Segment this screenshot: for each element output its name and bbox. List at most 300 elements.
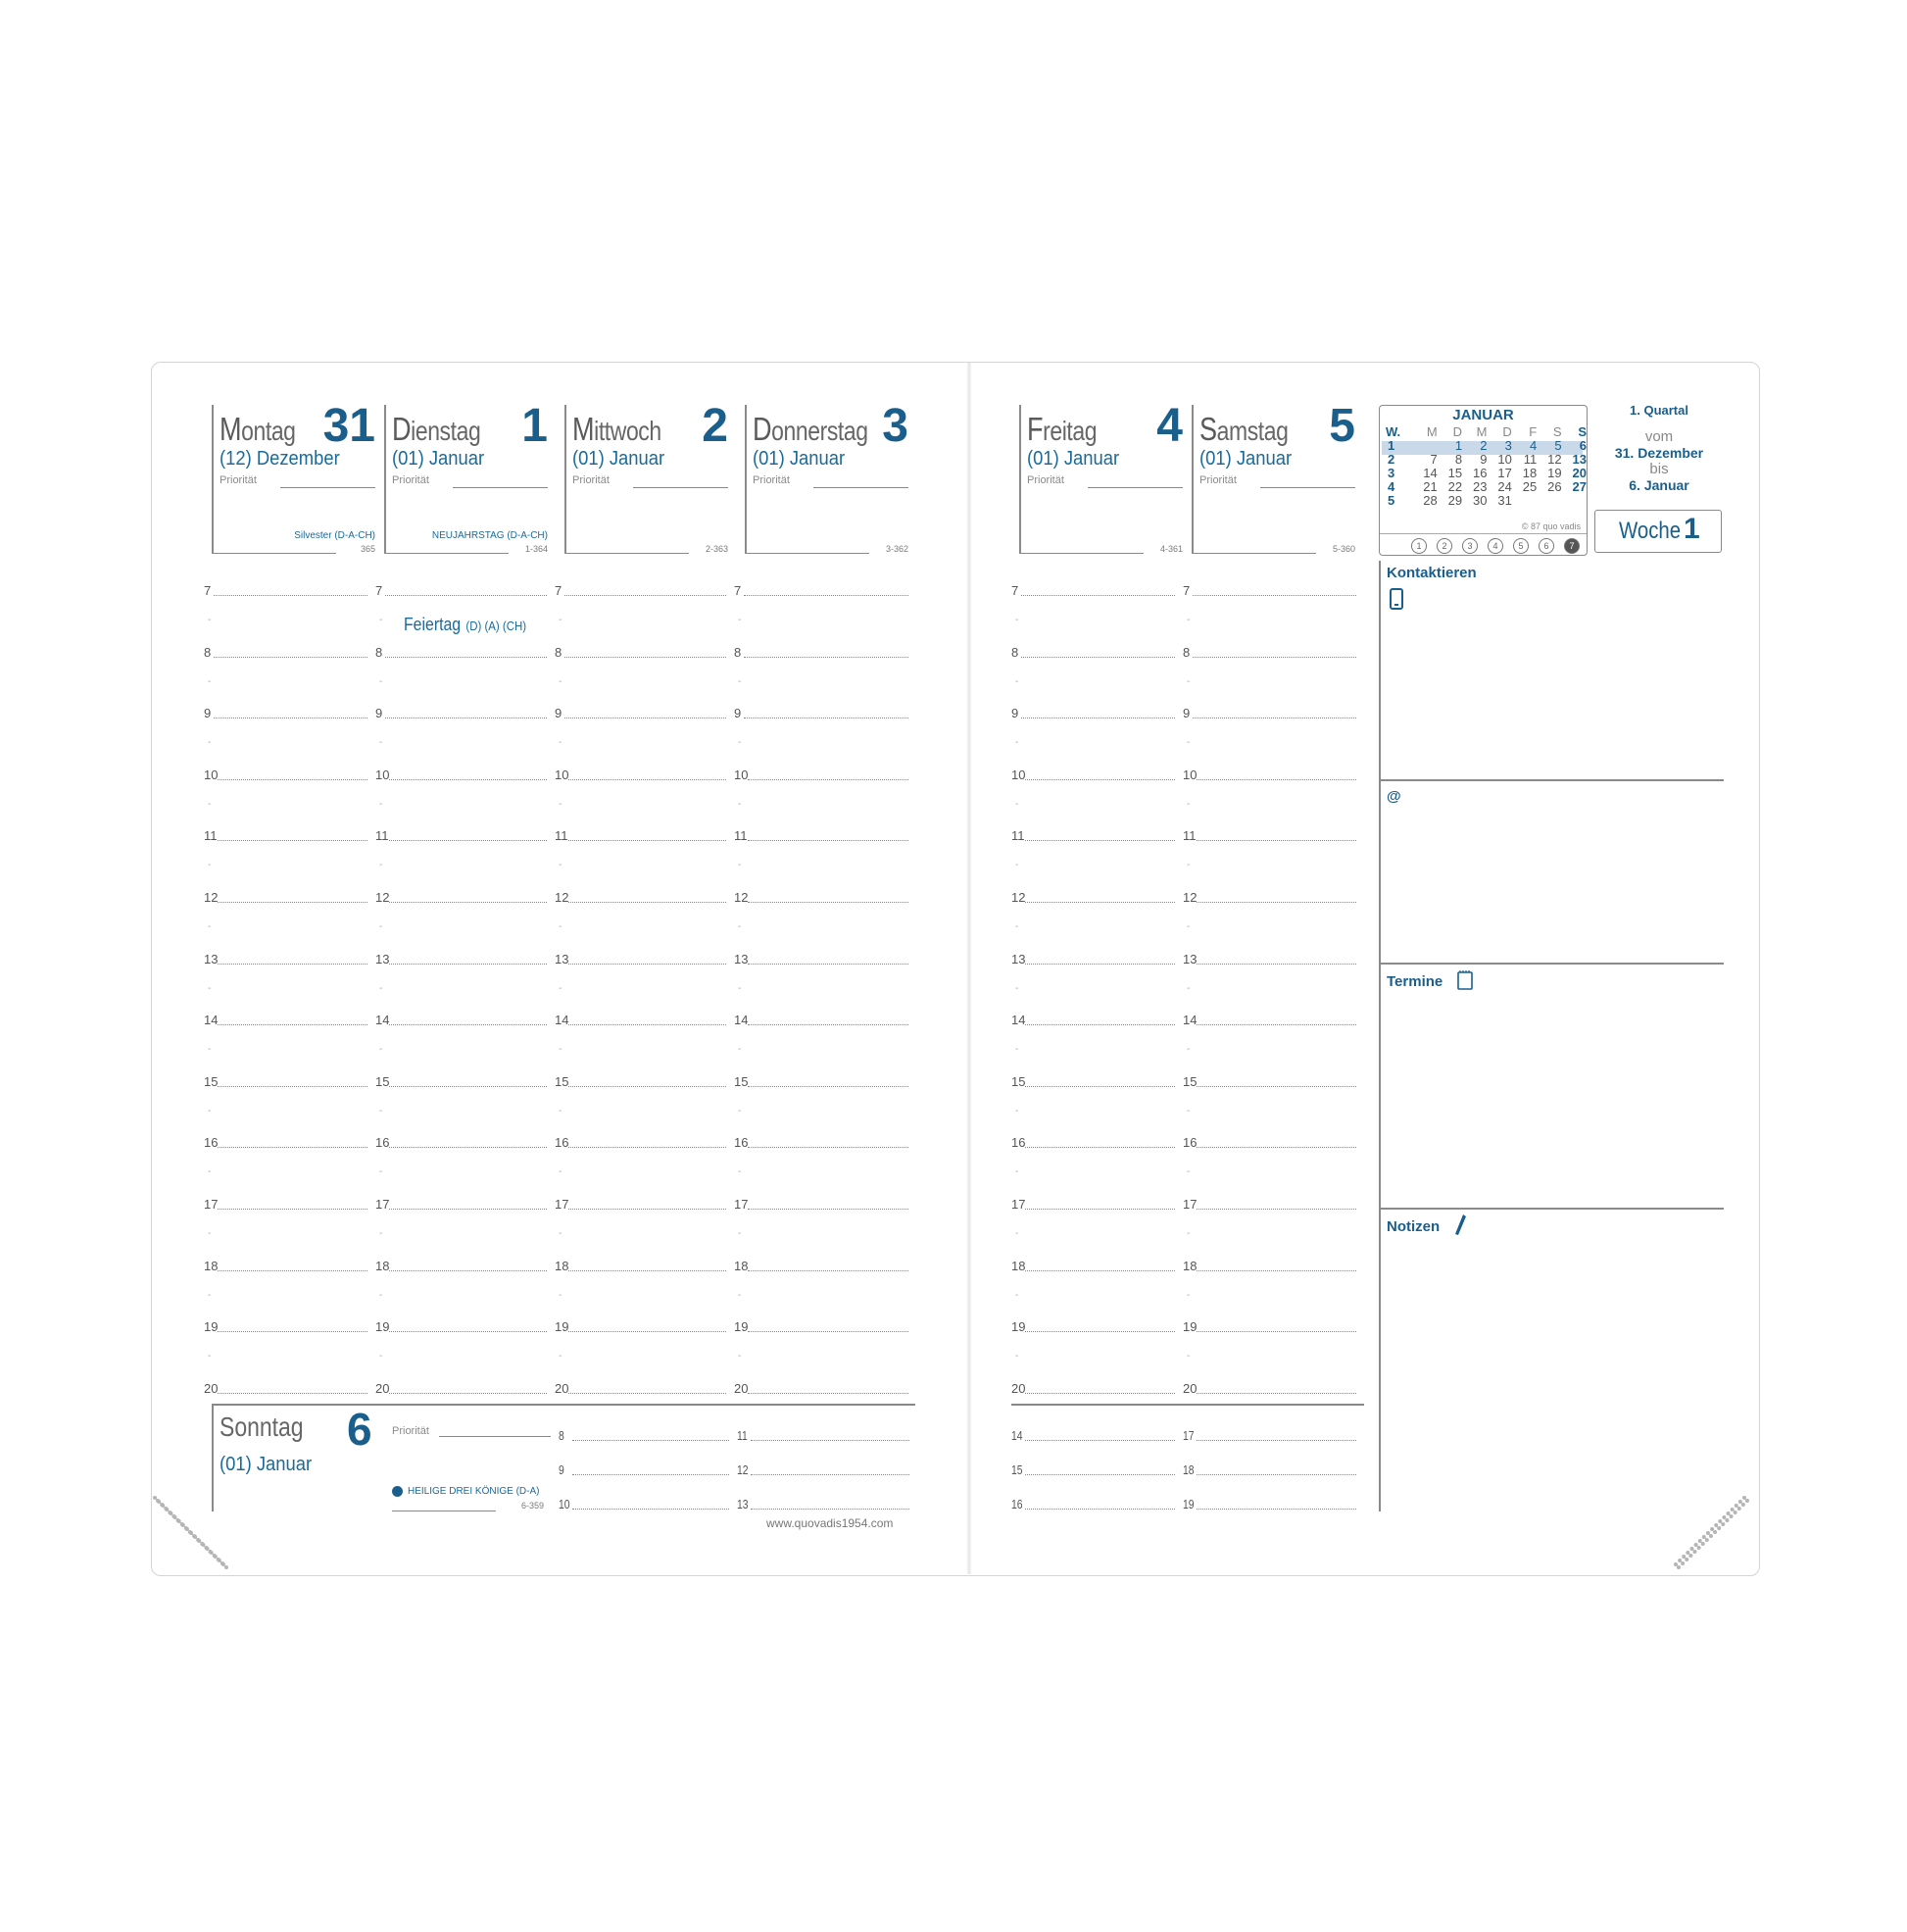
sunday-number: 6 (347, 1404, 372, 1455)
hour-line[interactable] (1021, 595, 1175, 596)
hour-label: 10 (1183, 767, 1198, 782)
corner-dot (1674, 1562, 1678, 1566)
half-hour-mark: - (379, 1289, 383, 1301)
half-hour-mark: - (1015, 737, 1019, 749)
hour-label: 12 (204, 890, 219, 905)
hour-line[interactable] (218, 779, 367, 780)
calendar-day[interactable]: 5 (1554, 438, 1562, 453)
hour-line[interactable] (1025, 1440, 1175, 1441)
calendar-day[interactable]: 8 (1454, 452, 1463, 467)
hour-label: 9 (204, 706, 212, 721)
day-number: 3 (882, 400, 908, 452)
day-number: 4 (1156, 400, 1183, 452)
half-hour-mark: - (738, 798, 742, 810)
hour-line[interactable] (572, 1440, 729, 1441)
corner-dot (1717, 1526, 1721, 1530)
weekday-circle[interactable]: 1 (1411, 538, 1427, 554)
hour-line[interactable] (385, 595, 547, 596)
half-hour-mark: - (738, 615, 742, 625)
calendar-day[interactable]: 23 (1472, 479, 1488, 494)
calendar-day[interactable]: 2 (1480, 438, 1488, 453)
half-hour-mark: - (379, 1105, 383, 1116)
hour-line[interactable] (751, 1509, 909, 1510)
calendar-day[interactable]: 29 (1447, 493, 1463, 508)
corner-dot (173, 1515, 177, 1519)
hour-line[interactable] (389, 779, 547, 780)
half-hour-mark: - (208, 921, 212, 932)
hour-line[interactable] (751, 1474, 909, 1475)
hour-line[interactable] (385, 657, 547, 658)
half-hour-mark: - (738, 1228, 742, 1239)
hour-line[interactable] (568, 1209, 726, 1210)
hour-line[interactable] (1025, 964, 1175, 965)
hour-line[interactable] (568, 779, 726, 780)
hour-label: 20 (555, 1380, 569, 1396)
corner-dot (1692, 1550, 1696, 1554)
copyright: © 87 quo vadis (1521, 521, 1581, 531)
hour-label: 14 (1011, 1013, 1026, 1028)
priority-label: Priorität (1027, 474, 1064, 486)
holiday-note-suffix: (D) (A) (CH) (465, 619, 527, 633)
hour-label: 14 (375, 1013, 390, 1028)
calendar-day[interactable]: 14 (1423, 466, 1438, 480)
contact-label: Kontaktieren (1387, 565, 1477, 581)
hour-label: 13 (734, 951, 749, 966)
half-hour-mark: - (208, 1228, 212, 1239)
hour-label: 20 (204, 1380, 219, 1396)
hour-label: 14 (1011, 1428, 1023, 1443)
corner-dot (206, 1547, 210, 1551)
corner-dot (1677, 1565, 1681, 1569)
day-count: 2-363 (705, 544, 728, 554)
hour-line[interactable] (1025, 1474, 1175, 1475)
corner-dot (1730, 1514, 1734, 1518)
hour-line[interactable] (214, 595, 367, 596)
weekday-circle[interactable]: 5 (1513, 538, 1529, 554)
hour-line[interactable] (1197, 1086, 1356, 1087)
hour-line[interactable] (572, 1509, 729, 1510)
hour-line[interactable] (1193, 657, 1356, 658)
hour-line[interactable] (748, 1024, 908, 1025)
hour-label: 8 (1183, 644, 1191, 660)
hour-line[interactable] (1021, 657, 1175, 658)
hour-label: 14 (734, 1013, 749, 1028)
calendar-day[interactable]: 28 (1423, 493, 1438, 508)
half-hour-mark: - (559, 1044, 562, 1056)
half-hour-mark: - (738, 921, 742, 932)
hour-label: 18 (1011, 1258, 1026, 1273)
hour-line[interactable] (748, 902, 908, 903)
hour-line[interactable] (748, 1270, 908, 1271)
hour-line[interactable] (1197, 1147, 1356, 1148)
half-hour-mark: - (208, 982, 212, 994)
half-hour-mark: - (559, 798, 562, 810)
calendar-day[interactable]: 21 (1423, 479, 1438, 494)
hour-line[interactable] (748, 1147, 908, 1148)
priority-label: Priorität (572, 474, 610, 486)
hour-line[interactable] (1025, 1331, 1175, 1332)
day-header-baseline (745, 553, 869, 555)
hour-label: 12 (1183, 890, 1198, 905)
hour-line[interactable] (748, 779, 908, 780)
half-hour-mark: - (208, 737, 212, 749)
calendar-week-number: 2 (1388, 452, 1395, 467)
hour-line[interactable] (744, 657, 908, 658)
corner-dot (181, 1523, 185, 1527)
half-hour-mark: - (379, 860, 383, 871)
day-header (564, 400, 738, 554)
hour-label: 8 (1011, 644, 1019, 660)
quarter-label: 1. Quartal (1630, 403, 1688, 418)
corner-dot (1722, 1515, 1726, 1519)
hour-line[interactable] (751, 1440, 909, 1441)
day-header (745, 400, 918, 554)
hour-line[interactable] (568, 1024, 726, 1025)
hour-line[interactable] (218, 1147, 367, 1148)
half-hour-mark: - (1187, 921, 1191, 932)
hour-line[interactable] (1197, 902, 1356, 903)
priority-label: Priorität (1199, 474, 1237, 486)
hour-line[interactable] (1197, 779, 1356, 780)
hour-label: 14 (204, 1013, 219, 1028)
notizen-label: Notizen (1387, 1218, 1441, 1235)
hour-label: 10 (559, 1497, 570, 1511)
hour-line[interactable] (748, 1086, 908, 1087)
half-hour-mark: - (379, 982, 383, 994)
corner-dot (1681, 1561, 1685, 1565)
hour-label: 12 (555, 890, 569, 905)
priority-line (453, 487, 548, 488)
hour-line[interactable] (748, 1393, 908, 1394)
mini-calendar-grid (1380, 425, 1587, 508)
hour-label: 17 (204, 1197, 219, 1212)
calendar-weekday-head: S (1578, 424, 1587, 439)
hour-label: 16 (1011, 1497, 1023, 1511)
calendar-day[interactable]: 6 (1579, 438, 1587, 453)
hour-line[interactable] (389, 1331, 547, 1332)
calendar-day[interactable] (1562, 494, 1587, 508)
hour-label: 20 (375, 1380, 390, 1396)
sunday-priority-line (439, 1436, 551, 1437)
hour-line[interactable] (389, 1270, 547, 1271)
day-header-baseline (1019, 553, 1144, 555)
calendar-day[interactable] (1512, 494, 1537, 508)
hour-label: 11 (1011, 828, 1025, 844)
hour-line[interactable] (389, 1147, 547, 1148)
hour-line[interactable] (218, 1024, 367, 1025)
day-header (384, 400, 558, 554)
hour-label: 20 (734, 1380, 749, 1396)
hour-line[interactable] (1197, 1024, 1356, 1025)
hour-line[interactable] (1197, 964, 1356, 965)
website-link[interactable]: www.quovadis1954.com (766, 1516, 894, 1530)
weekday-circle[interactable]: 6 (1539, 538, 1554, 554)
half-hour-mark: - (1187, 1228, 1191, 1239)
half-hour-mark: - (738, 1289, 742, 1301)
calendar-weekday-head: S (1552, 424, 1562, 439)
hour-label: 10 (204, 767, 219, 782)
hour-line[interactable] (1025, 1086, 1175, 1087)
day-name: Dienstag (392, 411, 481, 447)
page-gutter (966, 363, 972, 1574)
hour-label: 10 (555, 767, 569, 782)
day-header-border (745, 405, 747, 554)
hour-line[interactable] (1197, 1509, 1356, 1510)
hour-label: 7 (375, 583, 383, 598)
hour-line[interactable] (1197, 1270, 1356, 1271)
calendar-day[interactable]: 10 (1497, 452, 1512, 467)
corner-dot (1735, 1504, 1738, 1508)
half-hour-mark: - (559, 615, 562, 625)
hour-line[interactable] (1025, 1147, 1175, 1148)
hour-line[interactable] (389, 1209, 547, 1210)
hour-line[interactable] (748, 964, 908, 965)
hour-label: 10 (734, 767, 749, 782)
hour-label: 12 (375, 890, 390, 905)
calendar-day[interactable] (1412, 439, 1437, 453)
corner-dot (1718, 1519, 1722, 1523)
calendar-day[interactable]: 24 (1497, 479, 1512, 494)
hour-line[interactable] (564, 595, 726, 596)
hour-label: 16 (734, 1135, 749, 1151)
hour-line[interactable] (214, 657, 367, 658)
corner-dot (224, 1565, 228, 1569)
hour-line[interactable] (568, 1270, 726, 1271)
half-hour-mark: - (1187, 1105, 1191, 1116)
hour-label: 18 (1183, 1258, 1198, 1273)
calendar-day[interactable]: 16 (1472, 466, 1488, 480)
half-hour-mark: - (1015, 675, 1019, 687)
hour-label: 17 (375, 1197, 390, 1212)
hour-line[interactable] (389, 902, 547, 903)
weekday-circle[interactable]: 7 (1564, 538, 1580, 554)
corner-dot (153, 1496, 157, 1500)
hour-line[interactable] (1025, 1509, 1175, 1510)
calendar-day[interactable]: 20 (1572, 466, 1587, 480)
corner-dot (1678, 1559, 1682, 1562)
day-header-border (384, 405, 386, 554)
hour-label: 11 (204, 828, 218, 844)
calendar-day[interactable]: 30 (1472, 493, 1488, 508)
day-month: (01) Januar (753, 448, 846, 470)
quarter-info (1595, 403, 1723, 494)
hour-line[interactable] (218, 902, 367, 903)
calendar-day[interactable]: 7 (1430, 452, 1438, 467)
hour-label: 16 (1183, 1135, 1198, 1151)
hour-line[interactable] (1197, 1393, 1356, 1394)
hour-label: 19 (204, 1319, 219, 1335)
half-hour-mark: - (1187, 615, 1191, 625)
hour-line[interactable] (1025, 1024, 1175, 1025)
hour-line[interactable] (1025, 840, 1175, 841)
half-hour-mark: - (208, 675, 212, 687)
half-hour-mark: - (559, 1166, 562, 1178)
sunday-top-rule (212, 1404, 915, 1406)
calendar-day[interactable]: 11 (1523, 452, 1538, 467)
day-month: (12) Dezember (220, 448, 340, 470)
hour-label: 13 (204, 951, 219, 966)
corner-dot (218, 1559, 221, 1562)
hour-line[interactable] (218, 964, 367, 965)
hour-label: 15 (1183, 1073, 1198, 1089)
corner-dot (189, 1531, 193, 1535)
hour-line[interactable] (218, 1086, 367, 1087)
calendar-day[interactable]: 4 (1529, 438, 1538, 453)
hour-line[interactable] (568, 1393, 726, 1394)
half-hour-mark: - (379, 615, 383, 625)
half-hour-mark: - (559, 675, 562, 687)
hour-line[interactable] (568, 1331, 726, 1332)
hour-label: 19 (1011, 1319, 1026, 1335)
hour-label: 15 (1011, 1073, 1026, 1089)
hour-line[interactable] (748, 1331, 908, 1332)
hour-line[interactable] (1025, 1270, 1175, 1271)
hour-line[interactable] (1197, 1474, 1356, 1475)
hour-line[interactable] (568, 902, 726, 903)
hour-label: 13 (737, 1497, 749, 1511)
hour-line[interactable] (1025, 779, 1175, 780)
day-count: 365 (360, 544, 375, 554)
hour-line[interactable] (568, 840, 726, 841)
calendar-day[interactable]: 3 (1504, 438, 1512, 453)
day-number: 2 (702, 400, 728, 452)
corner-dot (1709, 1534, 1713, 1538)
hour-line[interactable] (218, 1209, 367, 1210)
half-hour-mark: - (208, 1044, 212, 1056)
calendar-day[interactable]: 17 (1497, 466, 1512, 480)
mini-calendar (1379, 405, 1588, 556)
half-hour-mark: - (738, 1105, 742, 1116)
corner-dot (169, 1511, 172, 1515)
calendar-day[interactable]: 26 (1547, 479, 1562, 494)
hour-label: 13 (375, 951, 390, 966)
priority-line (1088, 487, 1183, 488)
day-header (1019, 400, 1193, 554)
hour-line[interactable] (1197, 1209, 1356, 1210)
calendar-day[interactable]: 25 (1522, 479, 1538, 494)
calendar-week-number: 3 (1388, 466, 1395, 480)
day-count: 3-362 (885, 544, 908, 554)
calendar-day[interactable] (1537, 494, 1561, 508)
weekday-circle[interactable]: 3 (1462, 538, 1478, 554)
half-hour-mark: - (1015, 1351, 1019, 1362)
hour-label: 11 (737, 1428, 748, 1443)
calendar-day[interactable]: 9 (1480, 452, 1488, 467)
day-header-border (1192, 405, 1194, 554)
hour-line[interactable] (1025, 902, 1175, 903)
calendar-day[interactable]: 19 (1547, 466, 1562, 480)
hour-label: 11 (375, 828, 389, 844)
hour-line[interactable] (1025, 1393, 1175, 1394)
day-month: (01) Januar (1199, 448, 1293, 470)
calendar-day[interactable]: 13 (1572, 452, 1587, 467)
hour-line[interactable] (1197, 1440, 1356, 1441)
calendar-day[interactable]: 1 (1454, 438, 1463, 453)
hour-line[interactable] (389, 1393, 547, 1394)
hour-line[interactable] (568, 1086, 726, 1087)
corner-dot (1689, 1547, 1693, 1551)
hour-line[interactable] (748, 1209, 908, 1210)
week-box (1594, 510, 1722, 553)
day-header-border (1019, 405, 1021, 554)
day-header-baseline (212, 553, 336, 555)
calendar-day[interactable]: 18 (1522, 466, 1538, 480)
corner-dot (1731, 1508, 1735, 1511)
hour-line[interactable] (218, 1393, 367, 1394)
holiday-dot (392, 1486, 403, 1497)
hour-line[interactable] (1193, 595, 1356, 596)
hour-line[interactable] (744, 595, 908, 596)
half-hour-mark: - (379, 1044, 383, 1056)
half-hour-mark: - (1187, 1166, 1191, 1178)
contact-divider (1379, 779, 1724, 781)
weekday-circle[interactable]: 2 (1437, 538, 1452, 554)
hour-label: 19 (555, 1319, 569, 1335)
hour-line[interactable] (564, 657, 726, 658)
corner-dot (1697, 1546, 1701, 1550)
hour-line[interactable] (568, 1147, 726, 1148)
calendar-day[interactable]: 27 (1572, 479, 1587, 494)
day-month: (01) Januar (392, 448, 485, 470)
day-count: 4-361 (1159, 544, 1183, 554)
calendar-weekday-head: M (1476, 424, 1488, 439)
hour-line[interactable] (389, 1024, 547, 1025)
weekday-circle[interactable]: 4 (1488, 538, 1503, 554)
hour-line[interactable] (1197, 1331, 1356, 1332)
day-name: Donnerstag (753, 411, 868, 447)
hour-line[interactable] (218, 1270, 367, 1271)
half-hour-mark: - (379, 1228, 383, 1239)
hour-line[interactable] (1197, 840, 1356, 841)
corner-dot (1738, 1500, 1742, 1504)
corner-dots-left (149, 1490, 237, 1573)
hour-line[interactable] (389, 964, 547, 965)
hour-line[interactable] (218, 840, 367, 841)
calendar-day[interactable]: 31 (1497, 493, 1512, 508)
day-name: Samstag (1199, 411, 1289, 447)
hour-line[interactable] (568, 964, 726, 965)
hour-label: 9 (375, 706, 383, 721)
calendar-day[interactable]: 22 (1447, 479, 1463, 494)
termine-divider (1379, 1208, 1724, 1210)
hour-label: 7 (1011, 583, 1019, 598)
corner-dot (1742, 1496, 1746, 1500)
hour-line[interactable] (389, 1086, 547, 1087)
corner-dot (197, 1539, 201, 1543)
corner-dots-right (1666, 1490, 1754, 1573)
email-label: @ (1387, 788, 1401, 805)
hour-line[interactable] (572, 1474, 729, 1475)
day-header-baseline (1192, 553, 1316, 555)
sunday-month: (01) Januar (220, 1454, 313, 1475)
hour-line[interactable] (218, 1331, 367, 1332)
hour-label: 12 (1011, 890, 1026, 905)
half-hour-mark: - (559, 860, 562, 871)
hour-line[interactable] (748, 840, 908, 841)
corner-dot (1685, 1558, 1688, 1561)
hour-line[interactable] (389, 840, 547, 841)
calendar-day[interactable]: 15 (1447, 466, 1463, 480)
corner-dot (1737, 1507, 1741, 1511)
corner-dot (1721, 1522, 1725, 1526)
half-hour-mark: - (738, 982, 742, 994)
corner-dot (1682, 1555, 1686, 1559)
hour-label: 17 (1183, 1428, 1195, 1443)
hour-line[interactable] (1025, 1209, 1175, 1210)
calendar-day[interactable]: 12 (1547, 452, 1562, 467)
day-name: Mittwoch (572, 411, 661, 447)
hour-label: 8 (204, 644, 212, 660)
